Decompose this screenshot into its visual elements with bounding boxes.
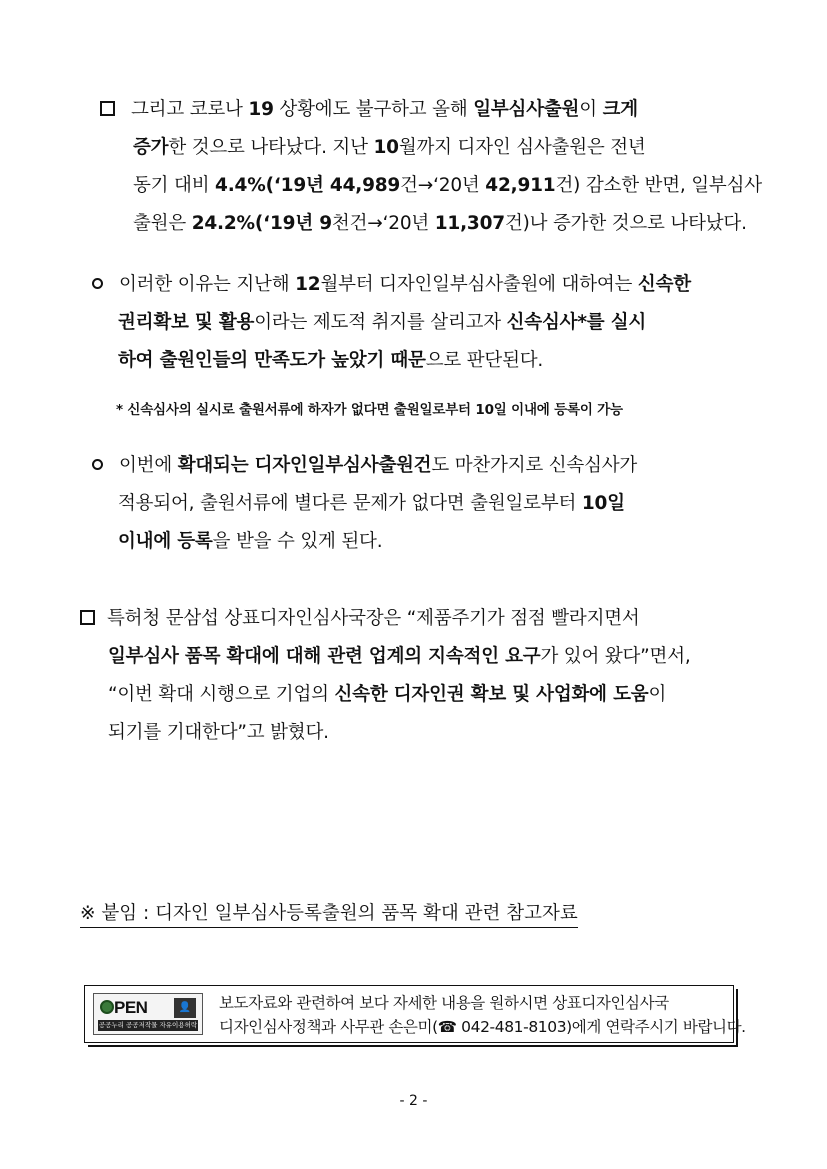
text: 출원은	[133, 213, 192, 234]
text: 10일	[581, 493, 625, 514]
checkbox-bullet-icon	[100, 101, 115, 116]
text: 일부심사출원	[473, 99, 580, 120]
paragraph-reason	[92, 266, 748, 380]
text: 상황에도 불구하고 올해	[273, 99, 474, 120]
text: 특허청 문삼섭 상표디자인심사국장은 “제품주기가 점점 빨라지면서	[107, 608, 640, 629]
text: (‘19년	[254, 213, 320, 234]
logo-strip: 공공누리 공공저작물 자유이용허락	[98, 1021, 198, 1029]
para4-line3	[80, 676, 748, 714]
attribution-badge-icon: 👤	[174, 998, 196, 1018]
text: 적용되어, 출원서류에 별다른 문제가 없다면 출원일로부터	[118, 493, 582, 514]
footnote: * 신속심사의 실시로 출원서류에 하자가 없다면 출원일로부터 10일 이내에 등록이 가능	[116, 402, 623, 418]
attachment-note: ※ 붙임 : 디자인 일부심사등록출원의 품목 확대 관련 참고자료	[80, 902, 578, 928]
para4-line4	[80, 714, 748, 752]
contact-line-2: 디자인심사정책과 사무관 손은미(☎ 042-481-8103)에게 연락주시기 바랍니다.	[219, 1018, 746, 1036]
logo-circle-icon	[100, 1000, 114, 1014]
text: 크게	[602, 99, 638, 120]
text: (‘19년	[265, 175, 330, 196]
checkbox-bullet-icon	[80, 610, 95, 625]
logo-label: PEN	[114, 998, 148, 1017]
circle-bullet-icon	[92, 459, 103, 470]
text: 이번에	[119, 455, 178, 476]
para1-line2	[100, 129, 748, 167]
para2-line3	[92, 342, 748, 380]
text: 11,307	[434, 213, 505, 234]
text: 도 마찬가지로 신속심사가	[431, 455, 638, 476]
paragraph-trend	[100, 91, 762, 243]
text: 한 것으로 나타났다. 지난	[168, 137, 374, 158]
text: 증가	[133, 137, 169, 158]
text: 이	[648, 684, 667, 705]
page-number: - 2 -	[399, 1093, 428, 1109]
text: 으로 판단된다.	[425, 350, 544, 371]
text: 이내에 등록	[118, 531, 213, 552]
para1-line4	[100, 205, 748, 243]
paragraph-quote	[80, 600, 748, 752]
text: 4.4%	[215, 175, 266, 196]
para4-line1	[80, 600, 748, 638]
text: 건→‘20년	[400, 175, 486, 196]
text: 감소한 반면, 일부심사	[580, 175, 762, 196]
para3-line3	[92, 523, 748, 561]
text: 24.2%	[191, 213, 255, 234]
text: 월부터 디자인일부심사출원에 대하여는	[320, 274, 638, 295]
contact-text	[219, 991, 746, 1039]
circle-bullet-icon	[92, 278, 103, 289]
text: 되기를 기대한다”고 밝혔다.	[108, 722, 329, 743]
logo-text	[100, 998, 147, 1018]
text: 권리확보 및 활용	[118, 312, 255, 333]
text: 을 받을 수 있게 된다.	[212, 531, 383, 552]
text: 일부심사 품목 확대에 대해 관련 업계의 지속적인 요구	[108, 646, 541, 667]
text: 동기 대비	[133, 175, 216, 196]
text: 월까지 디자인 심사출원은 전년	[398, 137, 646, 158]
text: 하여 출원인들의 만족도가 높았기 때문	[118, 350, 426, 371]
text: 나 증가한 것으로 나타났다.	[529, 213, 747, 234]
text: 그리고 코로나	[131, 99, 249, 120]
text: 10	[373, 137, 399, 158]
text: 이러한 이유는 지난해	[119, 274, 296, 295]
contact-line-1: 보도자료와 관련하여 보다 자세한 내용을 원하시면 상표디자인심사국	[219, 994, 669, 1012]
text: 건)	[504, 213, 530, 234]
text: 신속심사*를 실시	[506, 312, 647, 333]
text: 44,989	[329, 175, 401, 196]
text: 42,911	[485, 175, 556, 196]
para1-line3	[100, 167, 762, 205]
open-license-logo-icon	[93, 993, 203, 1035]
text: 9	[319, 213, 332, 234]
para3-line2	[92, 485, 748, 523]
text: 12	[295, 274, 321, 295]
text: 이라는 제도적 취지를 살리고자	[254, 312, 507, 333]
text: 신속한 디자인권 확보 및 사업화에 도움	[334, 684, 649, 705]
para2-line2	[92, 304, 748, 342]
text: 천건→‘20년	[331, 213, 435, 234]
text: 신속한	[637, 274, 691, 295]
text: 이	[579, 99, 603, 120]
paragraph-expansion	[92, 447, 748, 561]
para4-line2	[80, 638, 748, 676]
para2-line1	[92, 266, 748, 304]
text: 19	[248, 99, 274, 120]
text: 확대되는 디자인일부심사출원건	[177, 455, 432, 476]
text: 건)	[555, 175, 581, 196]
text: “이번 확대 시행으로 기업의	[108, 684, 335, 705]
contact-box	[84, 985, 746, 1043]
para1-line1	[100, 91, 748, 129]
text: 가 있어 왔다”면서,	[540, 646, 691, 667]
para3-line1	[92, 447, 748, 485]
